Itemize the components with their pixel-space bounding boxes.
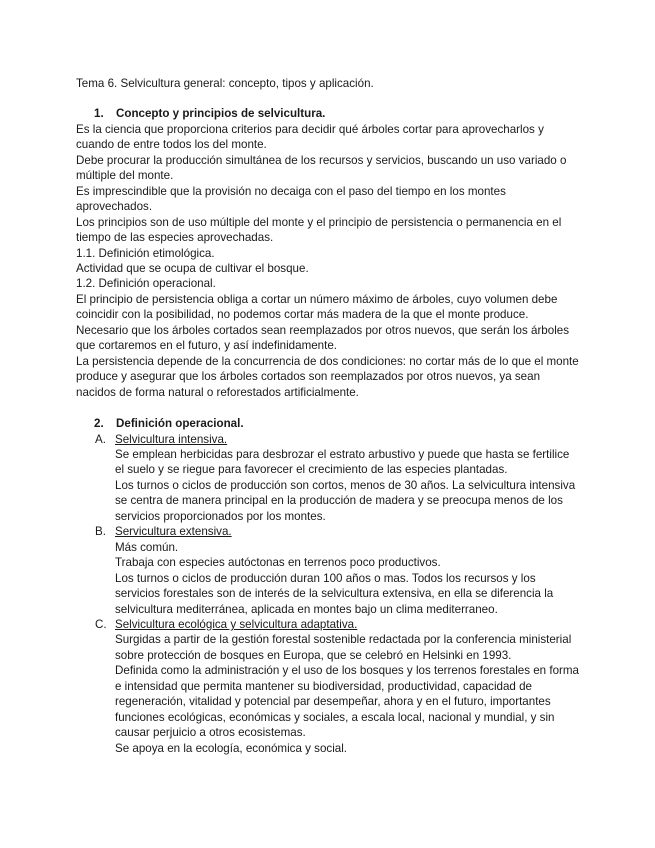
list-item-text: Se emplean herbicidas para desbrozar el estrato arbustivo y puede que hasta se fertilice el suelo y se riegue para favorecer el crecimiento de las especies plantadas. (115, 447, 570, 477)
paragraph: El principio de persistencia obliga a cortar un número máximo de árboles, cuyo volumen debe coincidir con la posibilidad, no podemos cortar más madera de la que el monte produce. (76, 292, 558, 322)
list-letter: A. (95, 432, 106, 446)
paragraph: Necesario que los árboles cortados sean reemplazados por otros nuevos, que serán los árboles que cortaremos en el futuro, y así indefinidamente. (76, 323, 570, 353)
section-1-heading (76, 106, 581, 121)
paragraph: Los principios son de uso múltiple del monte y el principio de persistencia o permanencia en el tiempo de las especies aprovechadas. (76, 215, 562, 245)
list-item-text: Definida como la administración y el uso de los bosques y los terrenos forestales en forma e intensidad que permita mantener su biodiversidad, productividad, capacidad de regeneración, vitalidad y potencial par desempeñar, ahora y en el futuro, importantes funciones ecológicas, económicas y sociales, a escala local, nacional y mundial, y sin causar perjuicio a otros ecosistemas. (115, 664, 579, 740)
list-item-text: Surgidas a partir de la gestión forestal sostenible redactada por la conferencia ministerial sobre protección de bosques en Europa, que se celebró en Helsinki en 1993. (115, 633, 572, 662)
list-item-text: Los turnos o ciclos de producción duran 100 años o mas. Todos los recursos y los servicios forestales son de interés de la selvicultura extensiva, en ella se diferencia la selvicultura mediterránea, aplicada en montes bajo un clima mediterraneo. (115, 571, 554, 616)
paragraph: Es imprescindible que la provisión no decaiga con el paso del tiempo en los montes aprovechados. (76, 184, 506, 214)
section-2-heading (76, 416, 581, 431)
list-letter: C. (95, 617, 107, 631)
paragraph: Actividad que se ocupa de cultivar el bosque. (76, 261, 309, 275)
paragraph: La persistencia depende de la concurrencia de dos condiciones: no cortar más de lo que el monte produce y asegurar que los árboles cortados son reemplazados por otros nuevos, ya sean nacidos de forma natural o reforestados artificialmente. (76, 354, 579, 399)
subheading: 1.1. Definición etimológica. (76, 246, 215, 260)
document-title: Tema 6. Selvicultura general: concepto, tipos y aplicación. (76, 77, 374, 90)
subheading: 1.2. Definición operacional. (76, 277, 216, 291)
list-letter: B. (95, 525, 106, 539)
list-item-a (76, 432, 581, 525)
paragraph: Debe procurar la producción simultánea de los recursos y servicios, buscando un uso variado o múltiple del monte. (76, 153, 567, 183)
list-item-text: Trabaja con especies autóctonas en terrenos poco productivos. (115, 556, 441, 570)
section-2-title: Definición operacional. (116, 417, 244, 431)
list-item-heading: Selvicultura ecológica y selvicultura adaptativa. (115, 617, 358, 631)
list-item-c (76, 617, 581, 756)
document-body (76, 76, 581, 756)
section-1-title: Concepto y principios de selvicultura. (116, 107, 326, 121)
list-item-text: Los turnos o ciclos de producción son cortos, menos de 30 años. La selvicultura intensiva se centra de manera principal en la producción de madera y se preocupa menos de los servicios proporcionados por los montes. (115, 478, 576, 523)
list-item-b (76, 524, 581, 617)
paragraph: Es la ciencia que proporciona criterios para decidir qué árboles cortar para aprovecharlos y cuando de entre todos los del monte. (76, 122, 544, 152)
section-1-number: 1. (94, 107, 104, 121)
list-item-text: Más común. (115, 540, 179, 554)
list-item-text: Se apoya en la ecología, económica y social. (115, 741, 348, 755)
list-item-heading: Servicultura extensiva. (115, 525, 232, 539)
section-2-number: 2. (94, 417, 104, 431)
list-item-heading: Selvicultura intensiva. (115, 432, 228, 446)
